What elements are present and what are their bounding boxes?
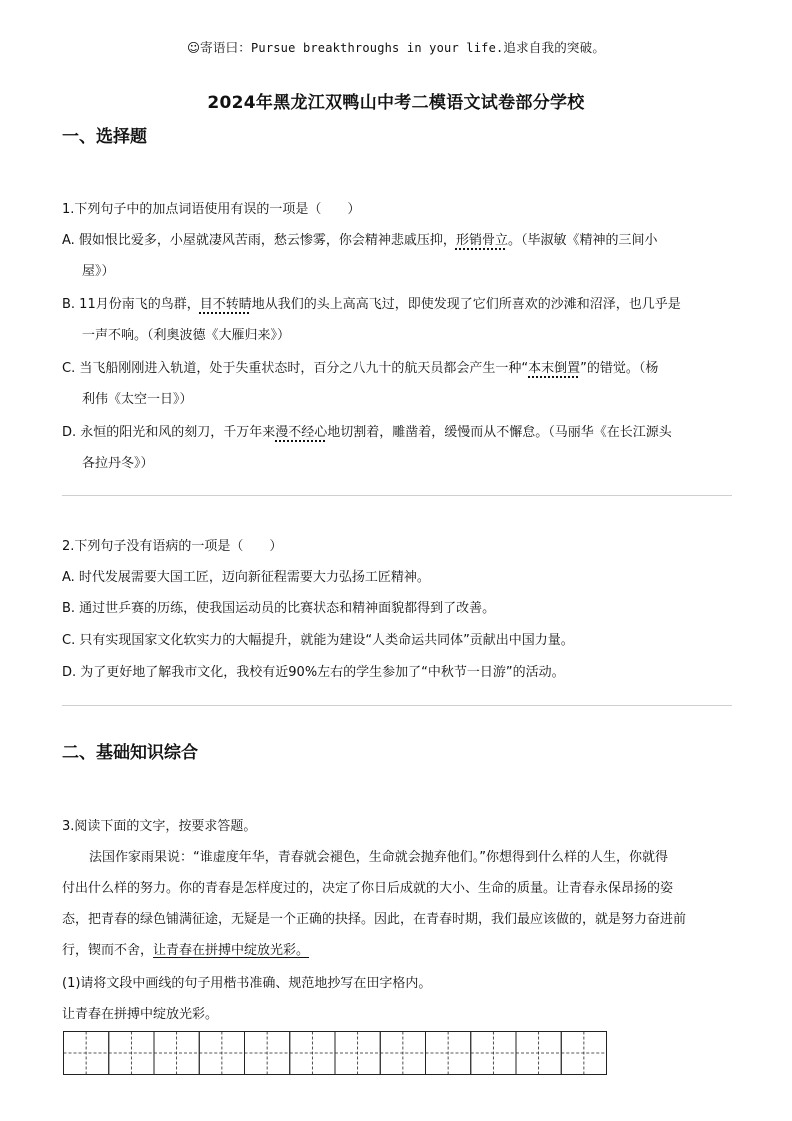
divider [62, 495, 732, 496]
motto-prefix: ☺寄语曰： [186, 40, 251, 55]
q1-option-c-tail: ”的错觉。（杨 [580, 361, 659, 376]
q1-option-b-text: B. 11月份南飞的鸟群， [62, 297, 200, 312]
section-heading-choice: 一、选择题 [62, 127, 147, 147]
divider [62, 705, 732, 706]
motto [0, 38, 792, 56]
q1-option-d-dotted-word: 漫不经心 [275, 425, 328, 440]
underlined-sentence: 让青春在拼搏中绽放光彩。 [153, 943, 310, 958]
tianzige-grid[interactable] [63, 1031, 607, 1075]
section-heading-basics: 二、基础知识综合 [62, 743, 198, 763]
q1-option-a [62, 231, 657, 251]
sub-question-1: (1)请将文段中画线的句子用楷书准确、规范地抄写在田字格内。 [62, 976, 432, 991]
passage-line-4-text: 行，锲而不舍， [62, 943, 154, 958]
q1-option-a-tail: 。（毕淑敏《精神的三间小 [507, 233, 658, 248]
q1-option-a-text: A. 假如恨比爱多，小屋就凄风苦雨，愁云惨雾，你会精神悲戚压抑， [62, 233, 456, 248]
q1-option-b [62, 295, 681, 315]
copy-sentence: 让青春在拼搏中绽放光彩。 [62, 1007, 219, 1022]
q2-option-c: C. 只有实现国家文化软实力的大幅提升，就能为建设“人类命运共同体”贡献出中国力量。 [62, 633, 574, 648]
q1-option-d-cont: 各拉丹冬》） [82, 456, 154, 471]
q1-option-d-tail: 地切割着，雕凿着，缓慢而从不懈怠。（马丽华《在长江源头 [327, 425, 672, 440]
q1-option-c [62, 359, 658, 379]
passage-line-2: 付出什么样的努力。你的青春是怎样度过的，决定了你日后成就的大小、生命的质量。让青春永保昂扬的姿 [62, 881, 674, 896]
q1-option-b-dotted-word: 目不转睛 [199, 297, 252, 312]
q1-option-c-dotted-word: 本末倒置 [528, 361, 581, 376]
q1-option-d-text: D. 永恒的阳光和风的刻刀，千万年来 [62, 425, 276, 440]
question-1-stem: 1.下列句子中的加点词语使用有误的一项是（ ） [62, 202, 361, 217]
q2-option-a: A. 时代发展需要大国工匠，迈向新征程需要大力弘扬工匠精神。 [62, 570, 430, 585]
q1-option-b-cont: 一声不响。（利奥波德《大雁归来》） [82, 328, 291, 343]
q1-option-d [62, 423, 672, 443]
q1-option-a-cont: 屋》） [82, 264, 115, 279]
passage-line-1: 法国作家雨果说：“谁虚度年华，青春就会褪色，生命就会抛弃他们。”你想得到什么样的人生，你就得 [89, 850, 668, 865]
q1-option-b-tail: 地从我们的头上高高飞过，即使发现了它们所喜欢的沙滩和沼泽，也几乎是 [251, 297, 681, 312]
question-3-stem: 3.阅读下面的文字，按要求答题。 [62, 819, 257, 834]
q1-option-c-text: C. 当飞船刚刚进入轨道，处于失重状态时，百分之八九十的航天员都会产生一种“ [62, 361, 529, 376]
q1-option-c-cont: 利伟《太空一日》） [82, 392, 193, 407]
q2-option-b: B. 通过世乒赛的历练，使我国运动员的比赛状态和精神面貌都得到了改善。 [62, 601, 496, 616]
passage-line-4 [62, 941, 309, 961]
document-title: 2024年黑龙江双鸭山中考二模语文试卷部分学校 [207, 93, 585, 113]
motto-english: Pursue breakthroughs in your life. [250, 41, 504, 55]
q2-option-d: D. 为了更好地了解我市文化，我校有近90%左右的学生参加了“中秋节一日游”的活动。 [62, 665, 565, 680]
question-2-stem: 2.下列句子没有语病的一项是（ ） [62, 539, 283, 554]
q1-option-a-dotted-word: 形销骨立 [455, 233, 508, 248]
passage-line-3: 态，把青春的绿色铺满征途，无疑是一个正确的抉择。因此，在青春时期，我们最应该做的，就是努力奋进前 [62, 912, 687, 927]
motto-chinese: 追求自我的突破。 [503, 40, 606, 55]
